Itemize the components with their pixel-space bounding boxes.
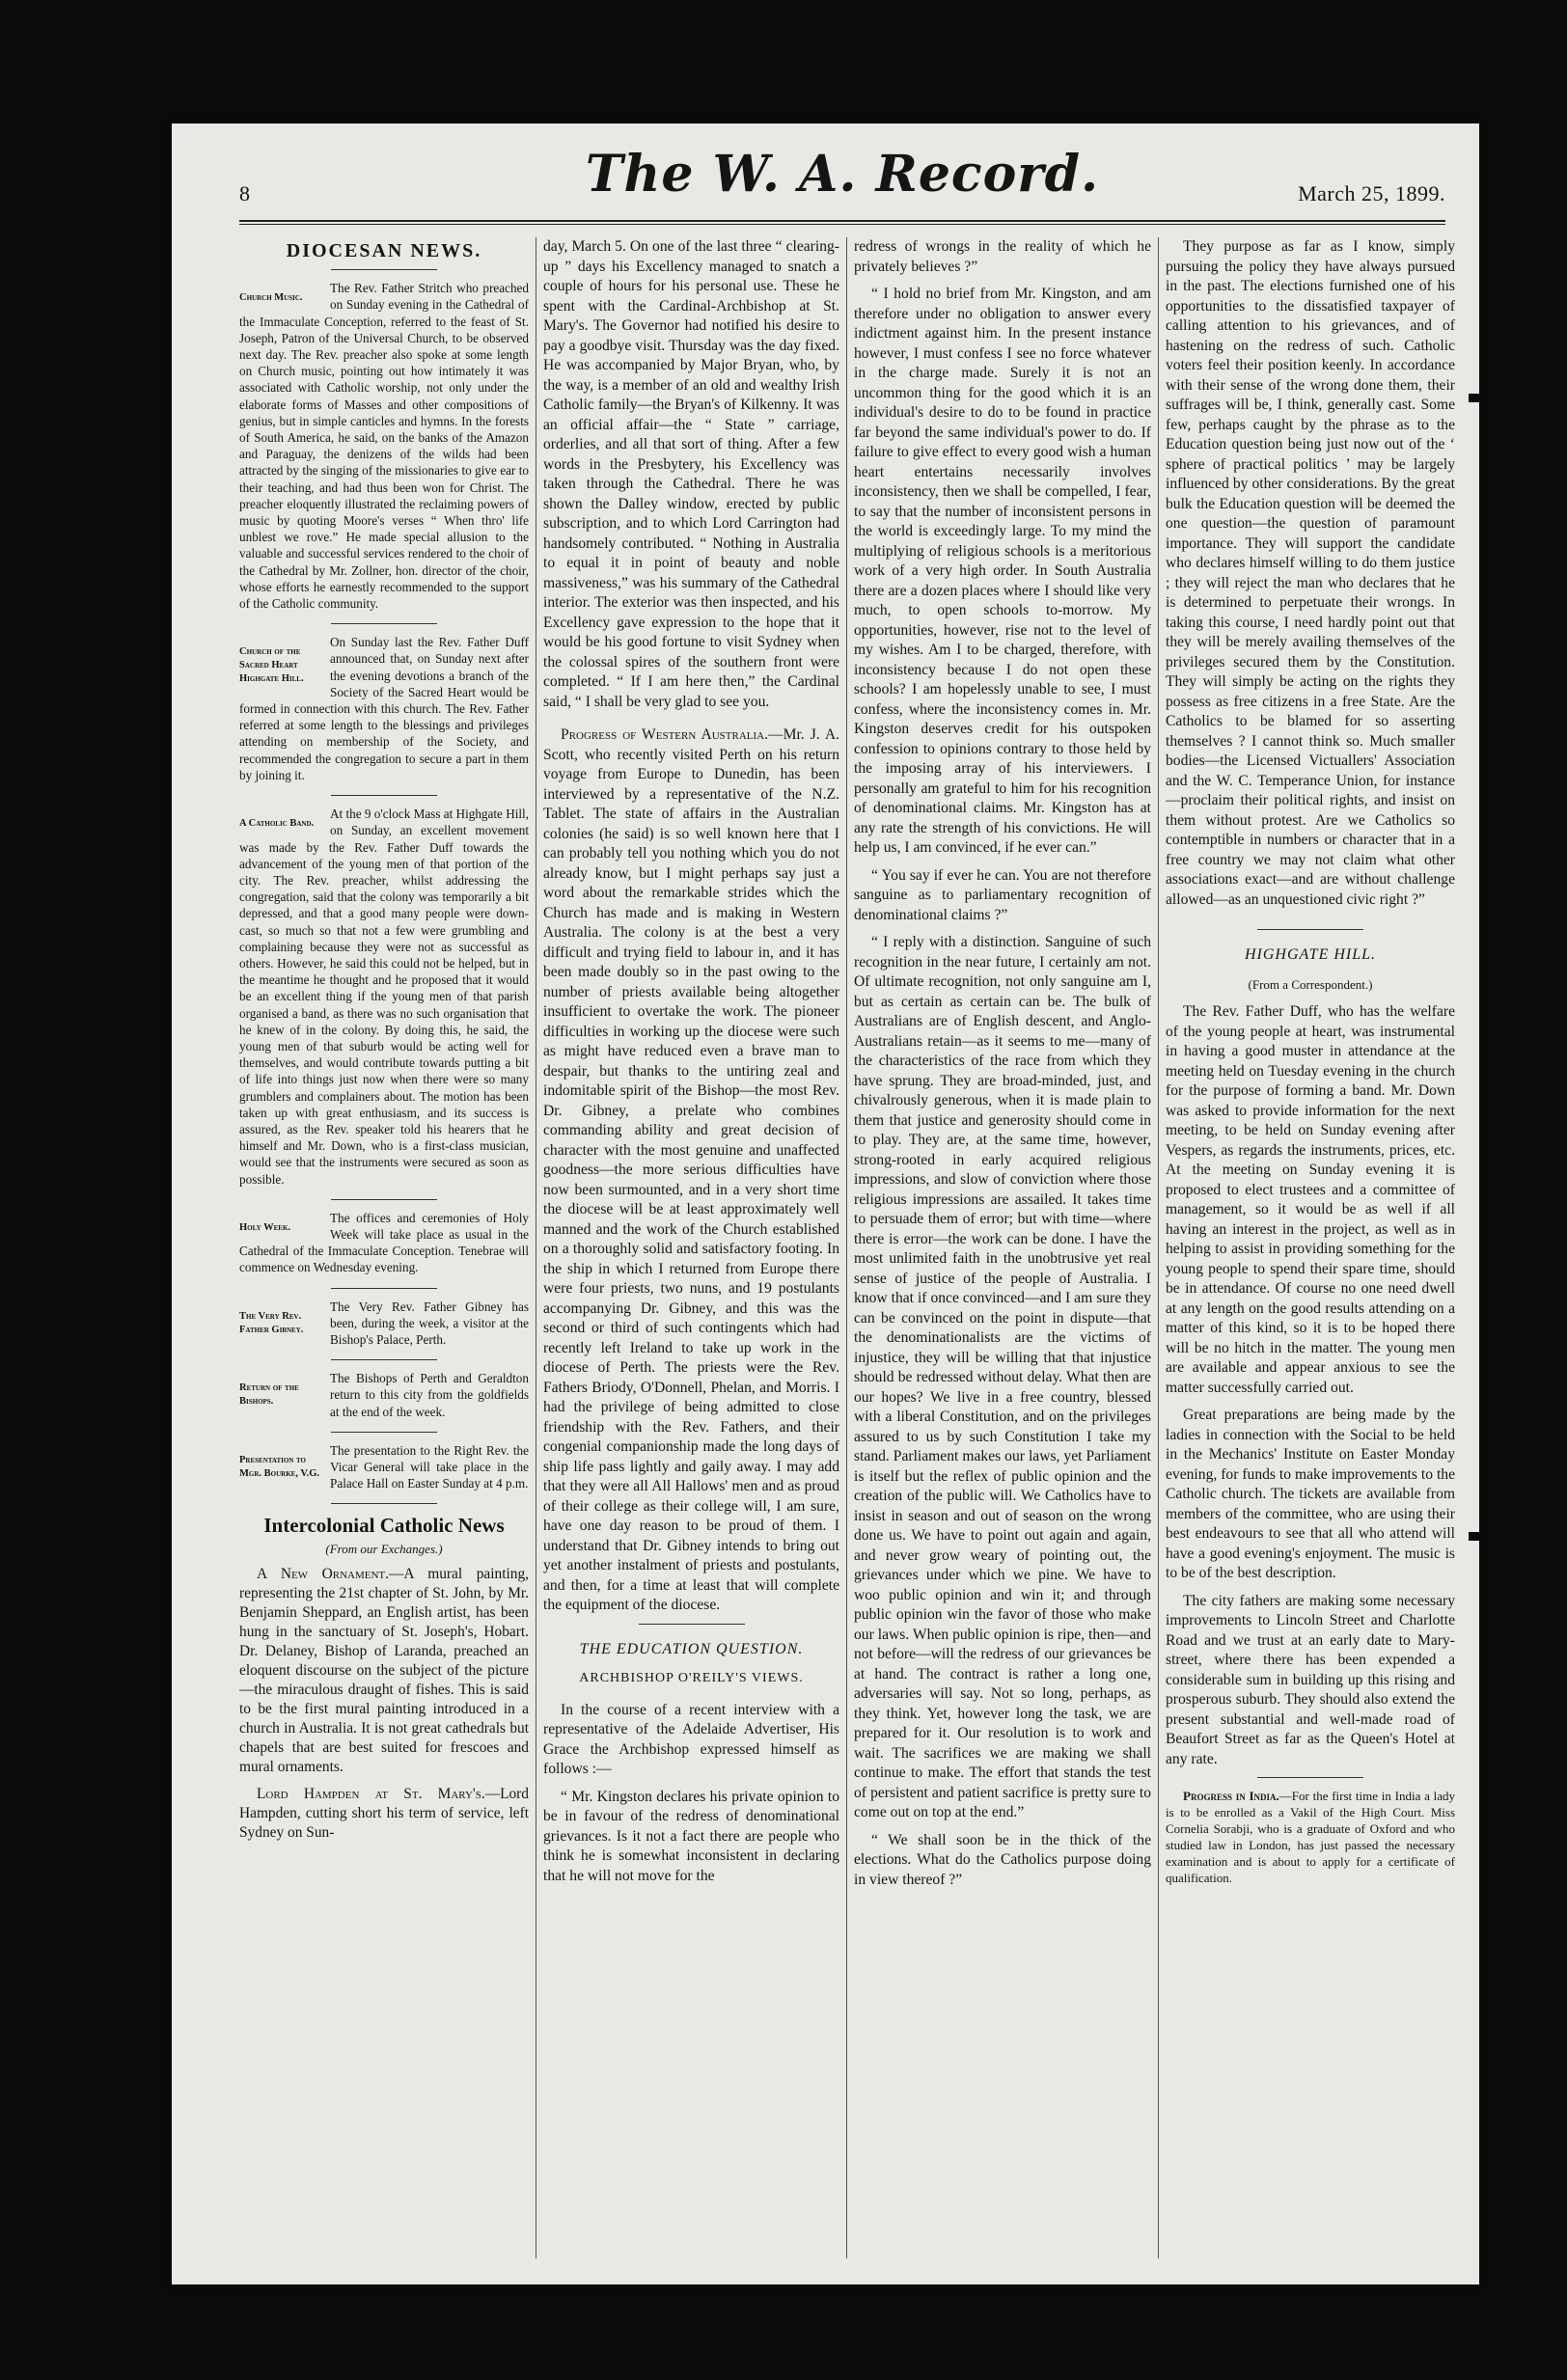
paragraph-text: —Mr. J. A. Scott, who recently visited Perth on his return voyage from Europe to Dunedin, has been interviewed by a representative of the N.Z. Tablet. The state of affairs in the Australian colonies (he said) is so well known here that I can probably tell you nothing which you do not already know, but I might perhaps say just a word about the remarkable strides which the Church has made and is making in Western Australia. The colony is at the best a very difficult and trying field to labour in, and it has been made doubly so in the past owing to the number of priests available being altogether insufficient to overtake the work. The pioneer difficulties in working up the diocese were such as might have reduced even a brave man to despair, but thanks to the untiring zeal and indomitable spirit of the Bishop—the most Rev. Dr. Gibney, a prelate who combines commanding ability and great decision of character with the most genuine and unaffected goodness—the more serious difficulties have now been surmounted, and in a very short time the diocese will be at least approximately well manned and the work of the Church established on a thoroughly solid and satisfactory footing. In the ship in which I returned from Europe there were four priests, two nuns, and 19 postulants accompanying Dr. Gibney, and this was the second or third of such contingents which had recently left Ireland to take up work in the diocese of Perth. The priests were the Rev. Fathers Briody, O'Donnell, Phelan, and Morris. I had the privilege of being admitted to close friendship with the Rev. Fathers, and their congenial companionship made the long days of ship life pass lightly and gaily away. I may add that they were all All Hallows' men and as proud of their college as their college will, I am sure, have one day reason to be proud of them. I understand that Dr. Gibney intends to bring out yet another instalment of priests and postulants, and then, for a time at least that will complete the equipment of the diocese.	[543, 726, 839, 1613]
masthead	[239, 145, 1445, 212]
sidenote: Church Music.	[239, 292, 303, 304]
paragraph-lead: Progress of Western Australia.	[561, 726, 768, 743]
paragraph: redress of wrongs in the reality of which he privately believes ?”	[854, 238, 1151, 275]
scan-mark	[1469, 394, 1482, 402]
paragraph: “ You say if ever he can. You are not therefore sanguine as to parliamentary recognition of denominational claims ?”	[854, 866, 1151, 923]
divider	[1257, 1777, 1363, 1778]
masthead-rule	[239, 220, 1445, 225]
sidenote: A Catholic Band.	[239, 818, 315, 830]
paragraph-text: —For the first time in India a lady is to be enrolled as a Vakil of the High Court. Miss Cornelia Sorabji, who is a graduate of Oxford and who studied law in London, has just passed the necessary examination and is about to apply for a certificate of qualification.	[1166, 1789, 1455, 1885]
scan-mark	[1469, 1532, 1482, 1541]
news-text: The Bishops of Perth and Geraldton return to this city from the goldfields at the end of the week.	[330, 1371, 529, 1419]
section-title-diocesan-news: DIOCESAN NEWS.	[286, 240, 482, 261]
page-number: 8	[239, 181, 250, 205]
news-text: The offices and ceremonies of Holy Week will take place as usual in the Cathedral of the Immaculate Conception. Tenebrae will commence on Wednesday evening.	[239, 1210, 529, 1275]
divider	[331, 1432, 437, 1433]
divider	[331, 795, 437, 796]
section-title-intercolonial: Intercolonial Catholic News	[263, 1514, 505, 1538]
news-text: The presentation to the Right Rev. the Vicar General will take place in the Palace Hall on Easter Sunday at 4 p.m.	[330, 1442, 529, 1491]
news-text: On Sunday last the Rev. Father Duff announced that, on Sunday next after the evening devotions a branch of the Society of the Sacred Heart would be formed in connection with this church. The Rev. Father referred at some length to the blessings and privileges attending on membership of the Society, and recommended the congregation to secure a part in them by joining it.	[239, 635, 529, 782]
news-text: The Very Rev. Father Gibney has been, during the week, a visitor at the Bishop's Palace, Perth.	[330, 1299, 529, 1347]
newspaper-title: The W. A. Record.	[585, 145, 1100, 204]
paragraph	[1166, 1788, 1455, 1886]
paragraph: “ Mr. Kingston declares his private opinion to be in favour of the redress of denominational grievances. Is it not a fact there are people who think he is somewhat inconsistent in declaring that he will not move for the	[543, 1788, 839, 1884]
paragraph-lead: Progress in India.	[1183, 1789, 1279, 1803]
paragraph: In the course of a recent interview with a representative of the Adelaide Advertiser, His Grace the Archbishop expressed himself as follows :—	[543, 1701, 839, 1777]
sidenote: Holy Week.	[239, 1221, 291, 1233]
paragraph: The city fathers are making some necessary improvements to Lincoln Street and Charlotte Road and we trust at an early date to Mary-street, where there has been expended a considerable sum in building up this rising and prosperous suburb. They should also extend the present substantial and well-made road of Beaufort Street as far as the Queen's Hotel at any rate.	[1166, 1592, 1455, 1767]
section-title-education: THE EDUCATION QUESTION.	[579, 1640, 804, 1657]
divider	[331, 1503, 437, 1504]
paragraph-lead: Lord Hampden at St. Mary's.	[257, 1785, 485, 1802]
column-divider	[846, 237, 847, 2258]
paragraph-lead: A New Ornament.	[257, 1565, 389, 1582]
divider	[331, 1288, 437, 1289]
paragraph: They purpose as far as I know, simply pursuing the policy they have always pursued in the past. The elections furnished one of his opportunities to the dissatisfied taxpayer of calling attention to his grievances, and of hastening on the redress of such. Catholic voters feel their position keenly. In accordance with their sense of the wrong done them, their suffrages will be, I think, generally cast. Some few, perhaps caught by the phrase as to the Education question being just now out of the ‘ sphere of practical politics ’ may be largely influenced by other considerations. By the great bulk the Education question will be deemed the one question—the question of paramount importance. They will support the candidate who declares himself willing to do them justice ; they will reject the man who declares that he is determined to perpetuate their wrongs. In taking this course, I need hardly point out that they will be merely availing themselves of the privileges secured them by the Constitution. They will simply be acting on the rights they possess as free citizens in a free State. Are the Catholics to be blamed for so asserting themselves ? I cannot think so. Much smaller bodies—the Licensed Victuallers' Association and the W. C. Temperance Union, for instance—proclaim their political rights, and insist on them without protest. Are we Catholics so contemptible in numbers or character that in a free country we may not claim what other associations exact—and are without challenge allowed—as an unquestioned civic right ?”	[1166, 238, 1455, 908]
news-item-church-music	[239, 280, 529, 612]
sidenote: The Very Rev. Father Gibney.	[239, 1310, 304, 1335]
news-item-sacred-heart	[239, 634, 529, 783]
section-title-highgate-hill: HIGHGATE HILL.	[1244, 946, 1377, 963]
divider	[1257, 929, 1363, 930]
paragraph	[239, 1785, 529, 1843]
paragraph: “ I hold no brief from Mr. Kingston, and am therefore under no obligation to answer every indictment against him. In the present instance however, I must confess I see no force whatever in the charge made. Surely it is not an uncommon thing for the good which it is an individual's desire to do to be found in practice far beyond the same individual's power to do. If failure to give effect to every good wish a human heart entertains necessarily involves inconsistency, then we shall be compelled, I fear, to say that the number of inconsistent persons in the world is exceedingly large. To my mind the multiplying of religious schools is a meritorious work of a very high order. In South Australia there are a dozen places where I should like very much, to open schools to-morrow. My opportunities, however, rise not to the level of my wishes. Am I to be charged, therefore, with inconsistency because I do not open these schools? I am hopelessly unable to see, I must confess, where the inconsistency comes in. Mr. Kingston deserves credit for his outspoken confession to opinions contrary to those held by the imposing array of his interviewers. I personally am grateful to him for his recognition of denominational claims. Mr. Kingston has at any rate the strength of his convictions. He will help us, I am convinced, if he ever can.”	[854, 286, 1151, 856]
divider	[331, 623, 437, 624]
paragraph: “ We shall soon be in the thick of the elections. What do the Catholics purpose doing in view thereof ?”	[854, 1831, 1151, 1888]
news-item-holy-week	[239, 1210, 529, 1276]
section-subtitle: (From our Exchanges.)	[325, 1541, 443, 1556]
divider	[331, 1359, 437, 1360]
section-subtitle: (From a Correspondent.)	[1248, 976, 1373, 992]
column-divider	[1158, 237, 1159, 2258]
column-1	[239, 237, 529, 2258]
news-item-gibney	[239, 1299, 529, 1349]
paragraph	[543, 725, 839, 1616]
paragraph	[239, 1565, 529, 1777]
divider	[639, 1624, 745, 1625]
paragraph-text: —Lord Hampden, cutting short his term of service, left Sydney on Sun-	[239, 1785, 529, 1841]
divider	[331, 269, 437, 270]
sidenote: Church of the Sacred Heart Highgate Hill.	[239, 646, 304, 685]
section-subtitle: ARCHBISHOP O'REILY'S VIEWS.	[579, 1671, 804, 1685]
paragraph: Great preparations are being made by the ladies in connection with the Social to be held in the Mechanics' Institute on Easter Monday evening, for funds to make improvements to the Catholic church. The tickets are available from members of the committee, who are using their best endeavours to see that all who attend will have a good evening's enjoyment. The music is to be of the best description.	[1166, 1407, 1455, 1581]
news-text: The Rev. Father Stritch who preached on Sunday evening in the Cathedral of the Immaculate Conception, referred to the feast of St. Joseph, Patron of the Universal Church, to be observed next day. The Rev. preacher also spoke at some length on Church music, pointing out how intimately it was associated with Catholic worship, not only under the elaborate forms of Masses and other compositions of genius, but in simple canticles and hymns. In the forests of South America, he said, on the banks of the Amazon and Paraguay, the denizens of the wilds had been attracted by the singing of the missionaries to give ear to their teaching, and had thus been won for Christ. The preacher eloquently illustrated the reclaiming powers of music by quoting Moore's verses “ When thro' life unblest we rove.” He made special allusion to the valuable and successful services rendered to the choir of the Cathedral by Mr. Zollner, hon. director of the choir, whose efforts he earnestly recommended to the support of the Catholic community.	[239, 281, 529, 612]
paragraph-text: —A mural painting, representing the 21st chapter of St. John, by Mr. Benjamin Sheppard, an English artist, has been hung in the sanctuary of St. Joseph's, Hobart. Dr. Delaney, Bishop of Laranda, preached an eloquent discourse on the subject of the picture—the miraculous draught of fishes. This is said to be the first mural painting introduced in a church in Australia. It is not great cathedrals but chapels that are best suited for frescoes and mural ornaments.	[239, 1565, 529, 1775]
divider	[331, 1199, 437, 1200]
column-3	[854, 237, 1151, 2258]
issue-date: March 25, 1899.	[1298, 181, 1445, 205]
sidenote: Return of the Bishops.	[239, 1382, 299, 1408]
sidenote: Presentation to Mgr. Bourke, V.G.	[239, 1454, 320, 1479]
news-item-presentation	[239, 1442, 529, 1492]
paragraph: day, March 5. On one of the last three “ clearing-up ” days his Excellency managed to snatch a couple of hours for his personal use. These he spent with the Cardinal-Archbishop at St. Mary's. The Governor had notified his desire to pay a goodbye visit. Thursday was the day fixed. He was accompanied by Major Bryan, who, by the way, is a member of an old and wealthy Irish Catholic family—the Bryan's of Kilkenny. It was an official affair—the “ State ” carriage, orderlies, and all that sort of thing. After a few words in the Presbytery, his Excellency was taken through the Cathedral. There he was shown the Dalley window, erected by public subscription, and to which Lord Carrington had handsomely contributed. “ Nothing in Australia to equal it in point of beauty and noble massiveness,” was his summary of the Cathedral interior. The exterior was then inspected, and his Excellency gave expression to the hope that it would be his good fortune to visit Sydney when the colossal spires of the southern front were completed. “ If I am here then,” the Cardinal said, “ I shall be very glad to see you.	[543, 238, 839, 710]
paragraph: The Rev. Father Duff, who has the welfare of the young people at heart, was instrumental in having a good muster in attendance at the meeting held on Tuesday evening in the church for the purpose of forming a band. Mr. Down was asked to provide information for the next meeting, to be held on Sunday evening after Vespers, as regards the instruments, prices, etc. At the meeting on Sunday evening it is proposed to elect trustees and a committee of management, so it would be as well if all having an interest in the project, as well as in helping to assist in providing something for the young people to spend their spare time, should be in attendance. Of course no one need dwell at any length on the good results attending on a matter of this kind, so it is to be hoped there will be no hitch in the matter. The young men are available and appear anxious to see the matter successfully carried out.	[1166, 1003, 1455, 1396]
news-item-catholic-band	[239, 806, 529, 1188]
column-4	[1166, 237, 1455, 2258]
column-2	[543, 237, 839, 2258]
newspaper-page	[172, 123, 1479, 2284]
paragraph: “ I reply with a distinction. Sanguine of such recognition in the near future, I certainly am not. Of ultimate recognition, not only sanguine am I, but as certain as certain can be. The bulk of Australians are of English descent, and Anglo-Australians retain—as it seems to me—many of the characteristics of the race from which they have sprung. They are broad-minded, just, and chivalrously generous, when it is made plain to them that justice and generosity should come in to play. They are, at the same time, however, strong-rooted in early acquired religious impressions, and slow of conviction where those religious impressions are assailed. It takes time to persuade them of error; but with time—where there is error—the work can be done. I have the most unlimited faith in the unobtrusive yet real sense of justice of the people of Australia. I know that if once convinced—and I am sure they can be convinced on the point in dispute—that the denominationalists are the victims of injustice, they will be willing that that injustice should be redressed without delay. What then are our hopes? We live in a free country, blessed with a liberal Constitution, and on the privileges assured to us by such Constitution I take my stand. Parliament makes our laws, yet Parliament is itself but the reflex of public opinion and the creation of the public will. We Catholics have to insist in season and out of season on the wrong done us. We have to point out again and again, and never grow weary of pointing out, the grievances under which we pine. We have to woo public opinion and win it; and through public opinion win the favor of those who make our laws. When public opinion is ripe, then—and not before—will the redress of our grievances be at hand. The contract is rather a long one, adversaries will say. Not so long, perhaps, as they think. Yet, however long the task, we are prepared for it. Our resolution is to work and wait. The sacrifices we are making we shall continue to make. The effort that stands the test of persistent and patient sacrifice is pretty sure to come out on top at the end.”	[854, 934, 1151, 1820]
news-text: At the 9 o'clock Mass at Highgate Hill, on Sunday, an excellent movement was made by the Rev. Father Duff towards the advancement of the young men of that portion of the city. The Rev. preacher, whilst addressing the congregation, said that the colony was temporarily a bit depressed, and that a good many people were down-cast, so much so that not a few were grumbling and complaining because they were not as successful as others. However, he said this could not be helped, but in the meantime he thought and he proposed that it would be an excellent thing if the young men of that parish organised a band, as there was no such organisation that he knew of in the colony. By doing this, he said, the young men of that suburb would be acting well for themselves, and would contribute towards putting a bit of life into things just now when there were so many grumblers and complainers about. The motion has been taken up with great enthusiasm, and its success is assured, as the Rev. speaker told his hearers that he himself and Mr. Down, who is a first-class musician, would see that the instruments were secured as soon as possible.	[239, 807, 529, 1187]
news-item-bishops	[239, 1370, 529, 1420]
